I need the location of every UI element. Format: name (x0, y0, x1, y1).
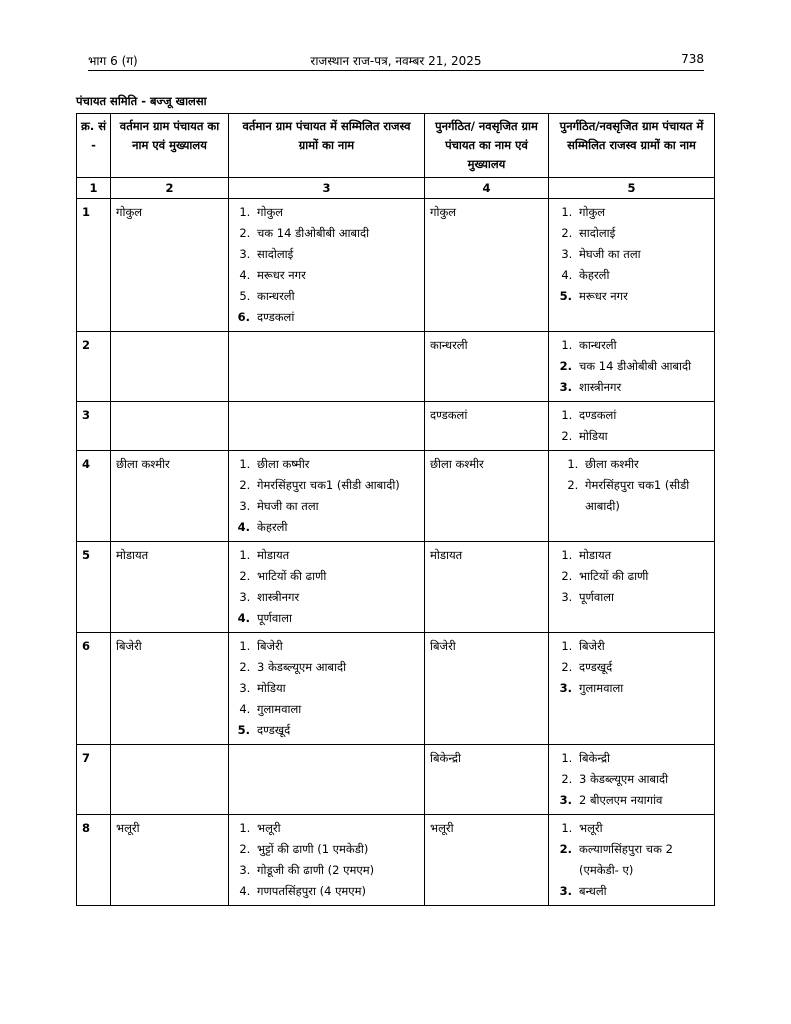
village-list (554, 454, 709, 517)
village-item: 3. 2 बीएलएम नयागांव (576, 790, 709, 811)
current-villages-cell (229, 745, 425, 815)
village-item: 2. भाटियों की ढाणी (254, 566, 419, 587)
village-item: 1. गोकुल (576, 202, 709, 223)
current-villages-cell (229, 633, 425, 745)
page-header (88, 52, 704, 71)
village-item: 5. कान्धरली (254, 286, 419, 307)
village-item: 2. चक 14 डीओबीबी आबादी (576, 356, 709, 377)
new-gram-panchayat: दण्डकलां (425, 402, 549, 451)
village-item: 6. दण्डकलां (254, 307, 419, 328)
panchayat-table (76, 113, 715, 906)
village-item: 3. मोडिया (254, 678, 419, 699)
column-number: 5 (549, 178, 715, 199)
village-item: 2. कल्याणसिंहपुरा चक 2 (एमकेडी- ए) (576, 839, 709, 881)
village-item: 4. गुलामवाला (254, 699, 419, 720)
column-header: पुनर्गठित/नवसृजित ग्राम पंचायत में सम्मिलित राजस्व ग्रामों का नाम (549, 114, 715, 178)
table-header-row (77, 114, 715, 178)
current-gram-panchayat (111, 402, 229, 451)
table-row (77, 745, 715, 815)
gazette-title: राजस्थान राज-पत्र, नवम्बर 21, 2025 (310, 54, 482, 68)
village-item: 1. छीला कष्मीर (254, 454, 419, 475)
village-item: 2. मोडिया (576, 426, 709, 447)
new-gram-panchayat: गोकुल (425, 199, 549, 332)
column-number: 4 (425, 178, 549, 199)
village-item: 4. केहरली (254, 517, 419, 538)
column-header: पुनर्गठित/ नवसृजित ग्राम पंचायत का नाम एवं मुख्यालय (425, 114, 549, 178)
new-villages-cell (549, 402, 715, 451)
village-item: 4. मरूधर नगर (254, 265, 419, 286)
village-item: 2. गेमरसिंहपुरा चक1 (सीडी आबादी) (254, 475, 419, 496)
table-row (77, 815, 715, 906)
village-item: 2. चक 14 डीओबीबी आबादी (254, 223, 419, 244)
column-number: 2 (111, 178, 229, 199)
current-villages-cell (229, 402, 425, 451)
current-villages-cell (229, 332, 425, 402)
new-villages-cell (549, 332, 715, 402)
current-gram-panchayat (111, 332, 229, 402)
table-row (77, 402, 715, 451)
village-item: 1. मोडायत (576, 545, 709, 566)
village-item: 1. छीला कश्मीर (582, 454, 709, 475)
column-number: 3 (229, 178, 425, 199)
table-row (77, 332, 715, 402)
current-gram-panchayat (111, 745, 229, 815)
current-villages-cell (229, 542, 425, 633)
village-item: 2. सादोलाई (576, 223, 709, 244)
table-row (77, 542, 715, 633)
panchayat-samiti-title: पंचायत समिति - बज्जू खालसा (76, 94, 207, 108)
new-gram-panchayat: कान्धरली (425, 332, 549, 402)
village-item: 3. पूर्णवाला (576, 587, 709, 608)
village-item: 5. दण्डखूर्द (254, 720, 419, 741)
column-header: वर्तमान ग्राम पंचायत का नाम एवं मुख्यालय (111, 114, 229, 178)
serial-number: 4 (77, 451, 111, 542)
column-number: 1 (77, 178, 111, 199)
table-row (77, 633, 715, 745)
table-body (77, 199, 715, 906)
new-gram-panchayat: बिकेन्द्री (425, 745, 549, 815)
village-item: 1. भलूरी (576, 818, 709, 839)
village-item: 3. मेघजी का तला (576, 244, 709, 265)
new-gram-panchayat: छीला कश्मीर (425, 451, 549, 542)
new-villages-cell (549, 633, 715, 745)
village-list (554, 636, 709, 699)
village-item: 5. मरूधर नगर (576, 286, 709, 307)
serial-number: 3 (77, 402, 111, 451)
new-villages-cell (549, 199, 715, 332)
village-item: 1. बिकेन्द्री (576, 748, 709, 769)
village-item: 3. मेघजी का तला (254, 496, 419, 517)
serial-number: 2 (77, 332, 111, 402)
current-gram-panchayat: छीला कश्मीर (111, 451, 229, 542)
current-villages-cell (229, 451, 425, 542)
village-item: 4. गणपतसिंहपुरा (4 एमएम) (254, 881, 419, 902)
village-item: 2. 3 केडब्ल्यूएम आबादी (576, 769, 709, 790)
village-item: 4. पूर्णवाला (254, 608, 419, 629)
village-item: 3. गोडूजी की ढाणी (2 एमएम) (254, 860, 419, 881)
page-number: 738 (681, 52, 704, 66)
column-header: क्र. सं - (77, 114, 111, 178)
village-item: 1. मोडायत (254, 545, 419, 566)
current-gram-panchayat: भलूरी (111, 815, 229, 906)
village-item: 2. दण्डखूर्द (576, 657, 709, 678)
village-item: 1. बिजेरी (254, 636, 419, 657)
serial-number: 1 (77, 199, 111, 332)
current-villages-cell (229, 199, 425, 332)
column-header: वर्तमान ग्राम पंचायत में सम्मिलित राजस्व ग्रामों का नाम (229, 114, 425, 178)
new-villages-cell (549, 815, 715, 906)
serial-number: 6 (77, 633, 111, 745)
table-row (77, 199, 715, 332)
village-item: 2. भाटियों की ढाणी (576, 566, 709, 587)
village-item: 2. 3 केडब्ल्यूएम आबादी (254, 657, 419, 678)
village-item: 4. केहरली (576, 265, 709, 286)
village-item: 3. बन्धली (576, 881, 709, 902)
village-list (554, 202, 709, 307)
new-gram-panchayat: मोडायत (425, 542, 549, 633)
current-villages-cell (229, 815, 425, 906)
table-row (77, 451, 715, 542)
village-item: 1. भलूरी (254, 818, 419, 839)
village-item: 3. सादोलाई (254, 244, 419, 265)
village-list (234, 202, 419, 328)
village-item: 1. दण्डकलां (576, 405, 709, 426)
gazette-part: भाग 6 (ग) (88, 54, 138, 68)
village-list (554, 335, 709, 398)
village-list (234, 545, 419, 629)
new-villages-cell (549, 542, 715, 633)
village-list (234, 818, 419, 902)
current-gram-panchayat: गोकुल (111, 199, 229, 332)
village-list (554, 818, 709, 902)
current-gram-panchayat: बिजेरी (111, 633, 229, 745)
new-villages-cell (549, 451, 715, 542)
village-item: 2. भुट्टों की ढाणी (1 एमकेडी) (254, 839, 419, 860)
village-list (234, 636, 419, 741)
village-list (554, 545, 709, 608)
current-gram-panchayat: मोडायत (111, 542, 229, 633)
village-list (554, 405, 709, 447)
serial-number: 7 (77, 745, 111, 815)
new-gram-panchayat: बिजेरी (425, 633, 549, 745)
village-item: 1. गोकुल (254, 202, 419, 223)
village-item: 3. शास्त्रीनगर (576, 377, 709, 398)
new-gram-panchayat: भलूरी (425, 815, 549, 906)
serial-number: 5 (77, 542, 111, 633)
village-item: 2. गेमरसिंहपुरा चक1 (सीडी आबादी) (582, 475, 709, 517)
village-item: 3. गुलामवाला (576, 678, 709, 699)
village-list (554, 748, 709, 811)
column-number-row (77, 178, 715, 199)
village-item: 3. शास्त्रीनगर (254, 587, 419, 608)
serial-number: 8 (77, 815, 111, 906)
village-item: 1. कान्धरली (576, 335, 709, 356)
village-item: 1. बिजेरी (576, 636, 709, 657)
village-list (234, 454, 419, 538)
new-villages-cell (549, 745, 715, 815)
